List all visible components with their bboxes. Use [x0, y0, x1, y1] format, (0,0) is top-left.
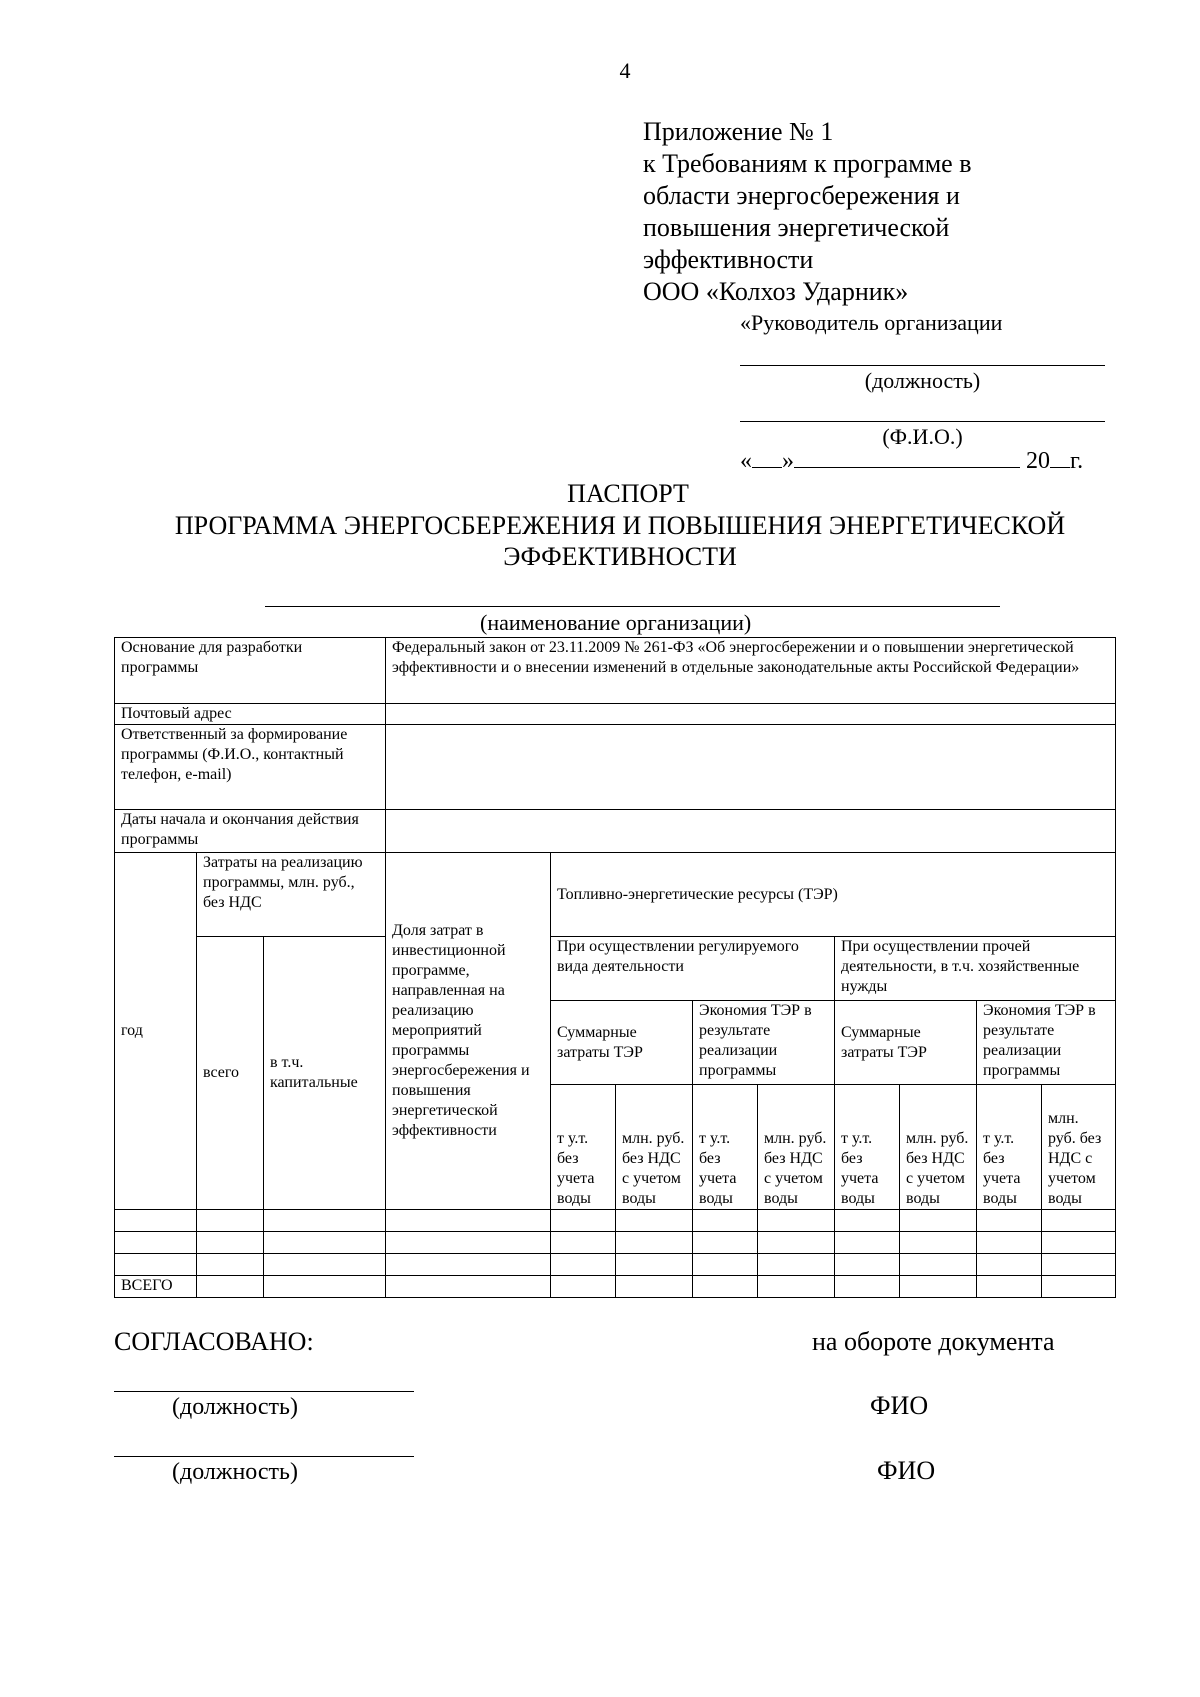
other-activity-header: При осуществлении прочей деятельности, в т.ч. хозяйственные нужды	[835, 937, 1116, 1001]
appendix-line: повышения энергетической	[643, 213, 950, 242]
head-role-text: «Руководитель организации	[740, 310, 1003, 335]
date-day-blank	[752, 449, 782, 468]
address-value	[386, 704, 1116, 725]
empty-cell	[551, 1254, 616, 1276]
fio-signature-line	[740, 421, 1105, 422]
agreed-heading: СОГЛАСОВАНО:	[114, 1327, 314, 1356]
mln-header: млн. руб. без НДС с учетом воды	[758, 1085, 835, 1210]
empty-cell	[386, 1276, 551, 1298]
appendix-line: эффективности	[643, 245, 814, 274]
passport-table	[114, 637, 1116, 1298]
empty-cell	[900, 1210, 977, 1232]
empty-cell	[551, 1210, 616, 1232]
empty-cell	[386, 1210, 551, 1232]
empty-cell	[1042, 1254, 1116, 1276]
empty-cell	[386, 1254, 551, 1276]
basis-value: Федеральный закон от 23.11.2009 № 261-ФЗ «Об энергосбережении и о повышении энергетической эффективности и о внесении изменений в отдельные законодательные акты Российской Федерации»	[386, 638, 1116, 704]
empty-cell	[977, 1210, 1042, 1232]
mln-header: млн. руб. без НДС с учетом воды	[1042, 1085, 1116, 1210]
reverse-side-note: на обороте документа	[812, 1327, 1055, 1356]
date-year-blank	[1050, 449, 1070, 468]
empty-cell	[693, 1210, 758, 1232]
share-header: Доля затрат в инвестиционной программе, направленная на реализацию мероприятий программы энергосбережения и повышения энергетической эффективности	[386, 853, 551, 1210]
tut-header: т у.т. без учета воды	[977, 1085, 1042, 1210]
table-row	[115, 1232, 1116, 1254]
agreed-fio: ФИО	[870, 1391, 929, 1420]
appendix-line: к Требованиям к программе в	[643, 149, 972, 178]
dates-value	[386, 810, 1116, 853]
agreed-signature-line	[114, 1391, 414, 1392]
agreed-position-caption: (должность)	[172, 1394, 298, 1420]
document-title: ПАСПОРТ	[567, 479, 689, 508]
empty-cell	[551, 1276, 616, 1298]
empty-cell	[197, 1232, 264, 1254]
empty-cell	[693, 1232, 758, 1254]
date-year-prefix: 20	[1026, 448, 1050, 474]
empty-cell	[1042, 1232, 1116, 1254]
empty-cell	[835, 1232, 900, 1254]
appendix-line: Приложение № 1	[643, 117, 834, 146]
empty-cell	[616, 1232, 693, 1254]
empty-cell	[977, 1254, 1042, 1276]
dates-label: Даты начала и окончания действия программы	[115, 810, 386, 853]
mln-header: млн. руб. без НДС с учетом воды	[616, 1085, 693, 1210]
responsible-value	[386, 725, 1116, 810]
date-month-blank	[794, 449, 1020, 468]
table-row	[115, 1276, 1116, 1298]
empty-cell	[900, 1232, 977, 1254]
table-row	[115, 853, 1116, 937]
basis-label: Основание для разработки программы	[115, 638, 386, 704]
empty-cell	[835, 1210, 900, 1232]
table-row	[115, 725, 1116, 810]
ter-header: Топливно-энергетические ресурсы (ТЭР)	[551, 853, 1116, 937]
regulated-savings-header: Экономия ТЭР в результате реализации программы	[693, 1001, 835, 1085]
subtitle-line: ПРОГРАММА ЭНЕРГОСБЕРЕЖЕНИЯ И ПОВЫШЕНИЯ ЭНЕРГЕТИЧЕСКОЙ	[174, 511, 1066, 540]
table-row	[115, 1210, 1116, 1232]
mln-header: млн. руб. без НДС с учетом воды	[900, 1085, 977, 1210]
empty-cell	[835, 1254, 900, 1276]
agreed-signature-line	[114, 1456, 414, 1457]
empty-cell	[977, 1276, 1042, 1298]
table-row	[115, 704, 1116, 725]
other-total-ter-header: Суммарные затраты ТЭР	[835, 1001, 977, 1085]
agreed-position-caption: (должность)	[172, 1459, 298, 1485]
empty-cell	[616, 1210, 693, 1232]
empty-cell	[197, 1276, 264, 1298]
empty-cell	[197, 1210, 264, 1232]
regulated-header: При осуществлении регулируемого вида деятельности	[551, 937, 835, 1001]
page-number: 4	[619, 58, 631, 83]
empty-cell	[758, 1254, 835, 1276]
empty-cell	[758, 1232, 835, 1254]
total-costs-header: всего	[197, 937, 264, 1210]
empty-cell	[264, 1276, 386, 1298]
empty-cell	[693, 1254, 758, 1276]
other-savings-header: Экономия ТЭР в результате реализации программы	[977, 1001, 1116, 1085]
empty-cell	[115, 1254, 197, 1276]
date-quote-open: «	[740, 448, 752, 474]
table-row	[115, 810, 1116, 853]
date-year-suffix: г.	[1070, 448, 1084, 474]
regulated-total-ter-header: Суммарные затраты ТЭР	[551, 1001, 693, 1085]
empty-cell	[977, 1232, 1042, 1254]
date-quote-close: »	[782, 448, 794, 474]
year-header: год	[115, 853, 197, 1210]
tut-header: т у.т. без учета воды	[693, 1085, 758, 1210]
appendix-line: области энергосбережения и	[643, 181, 960, 210]
empty-cell	[551, 1232, 616, 1254]
empty-cell	[115, 1210, 197, 1232]
address-label: Почтовый адрес	[115, 704, 386, 725]
subtitle-line: ЭФФЕКТИВНОСТИ	[503, 542, 737, 571]
empty-cell	[1042, 1210, 1116, 1232]
empty-cell	[835, 1276, 900, 1298]
document-subtitle	[110, 510, 1130, 572]
empty-cell	[900, 1254, 977, 1276]
tut-header: т у.т. без учета воды	[835, 1085, 900, 1210]
approval-date-row	[740, 448, 1083, 475]
empty-cell	[758, 1276, 835, 1298]
tut-header: т у.т. без учета воды	[551, 1085, 616, 1210]
empty-cell	[616, 1276, 693, 1298]
appendix-header	[643, 116, 971, 308]
capital-costs-header: в т.ч. капитальные	[264, 937, 386, 1210]
empty-cell	[616, 1254, 693, 1276]
total-row-label: ВСЕГО	[115, 1276, 197, 1298]
position-signature-line	[740, 365, 1105, 366]
empty-cell	[264, 1232, 386, 1254]
empty-cell	[1042, 1276, 1116, 1298]
table-row	[115, 1254, 1116, 1276]
empty-cell	[386, 1232, 551, 1254]
empty-cell	[758, 1210, 835, 1232]
empty-cell	[264, 1210, 386, 1232]
agreed-fio: ФИО	[877, 1456, 936, 1485]
org-name-line	[265, 606, 1000, 607]
table-row	[115, 638, 1116, 704]
position-caption: (должность)	[864, 368, 981, 393]
org-name-caption: (наименование организации)	[480, 610, 752, 635]
responsible-label: Ответственный за формирование программы (Ф.И.О., контактный телефон, e-mail)	[115, 725, 386, 810]
empty-cell	[264, 1254, 386, 1276]
empty-cell	[900, 1276, 977, 1298]
costs-header: Затраты на реализацию программы, млн. руб., без НДС	[197, 853, 386, 937]
empty-cell	[115, 1232, 197, 1254]
appendix-line: ООО «Колхоз Ударник»	[643, 277, 909, 306]
empty-cell	[197, 1254, 264, 1276]
table-row	[115, 937, 1116, 1001]
empty-cell	[693, 1276, 758, 1298]
fio-caption: (Ф.И.О.)	[882, 424, 963, 449]
